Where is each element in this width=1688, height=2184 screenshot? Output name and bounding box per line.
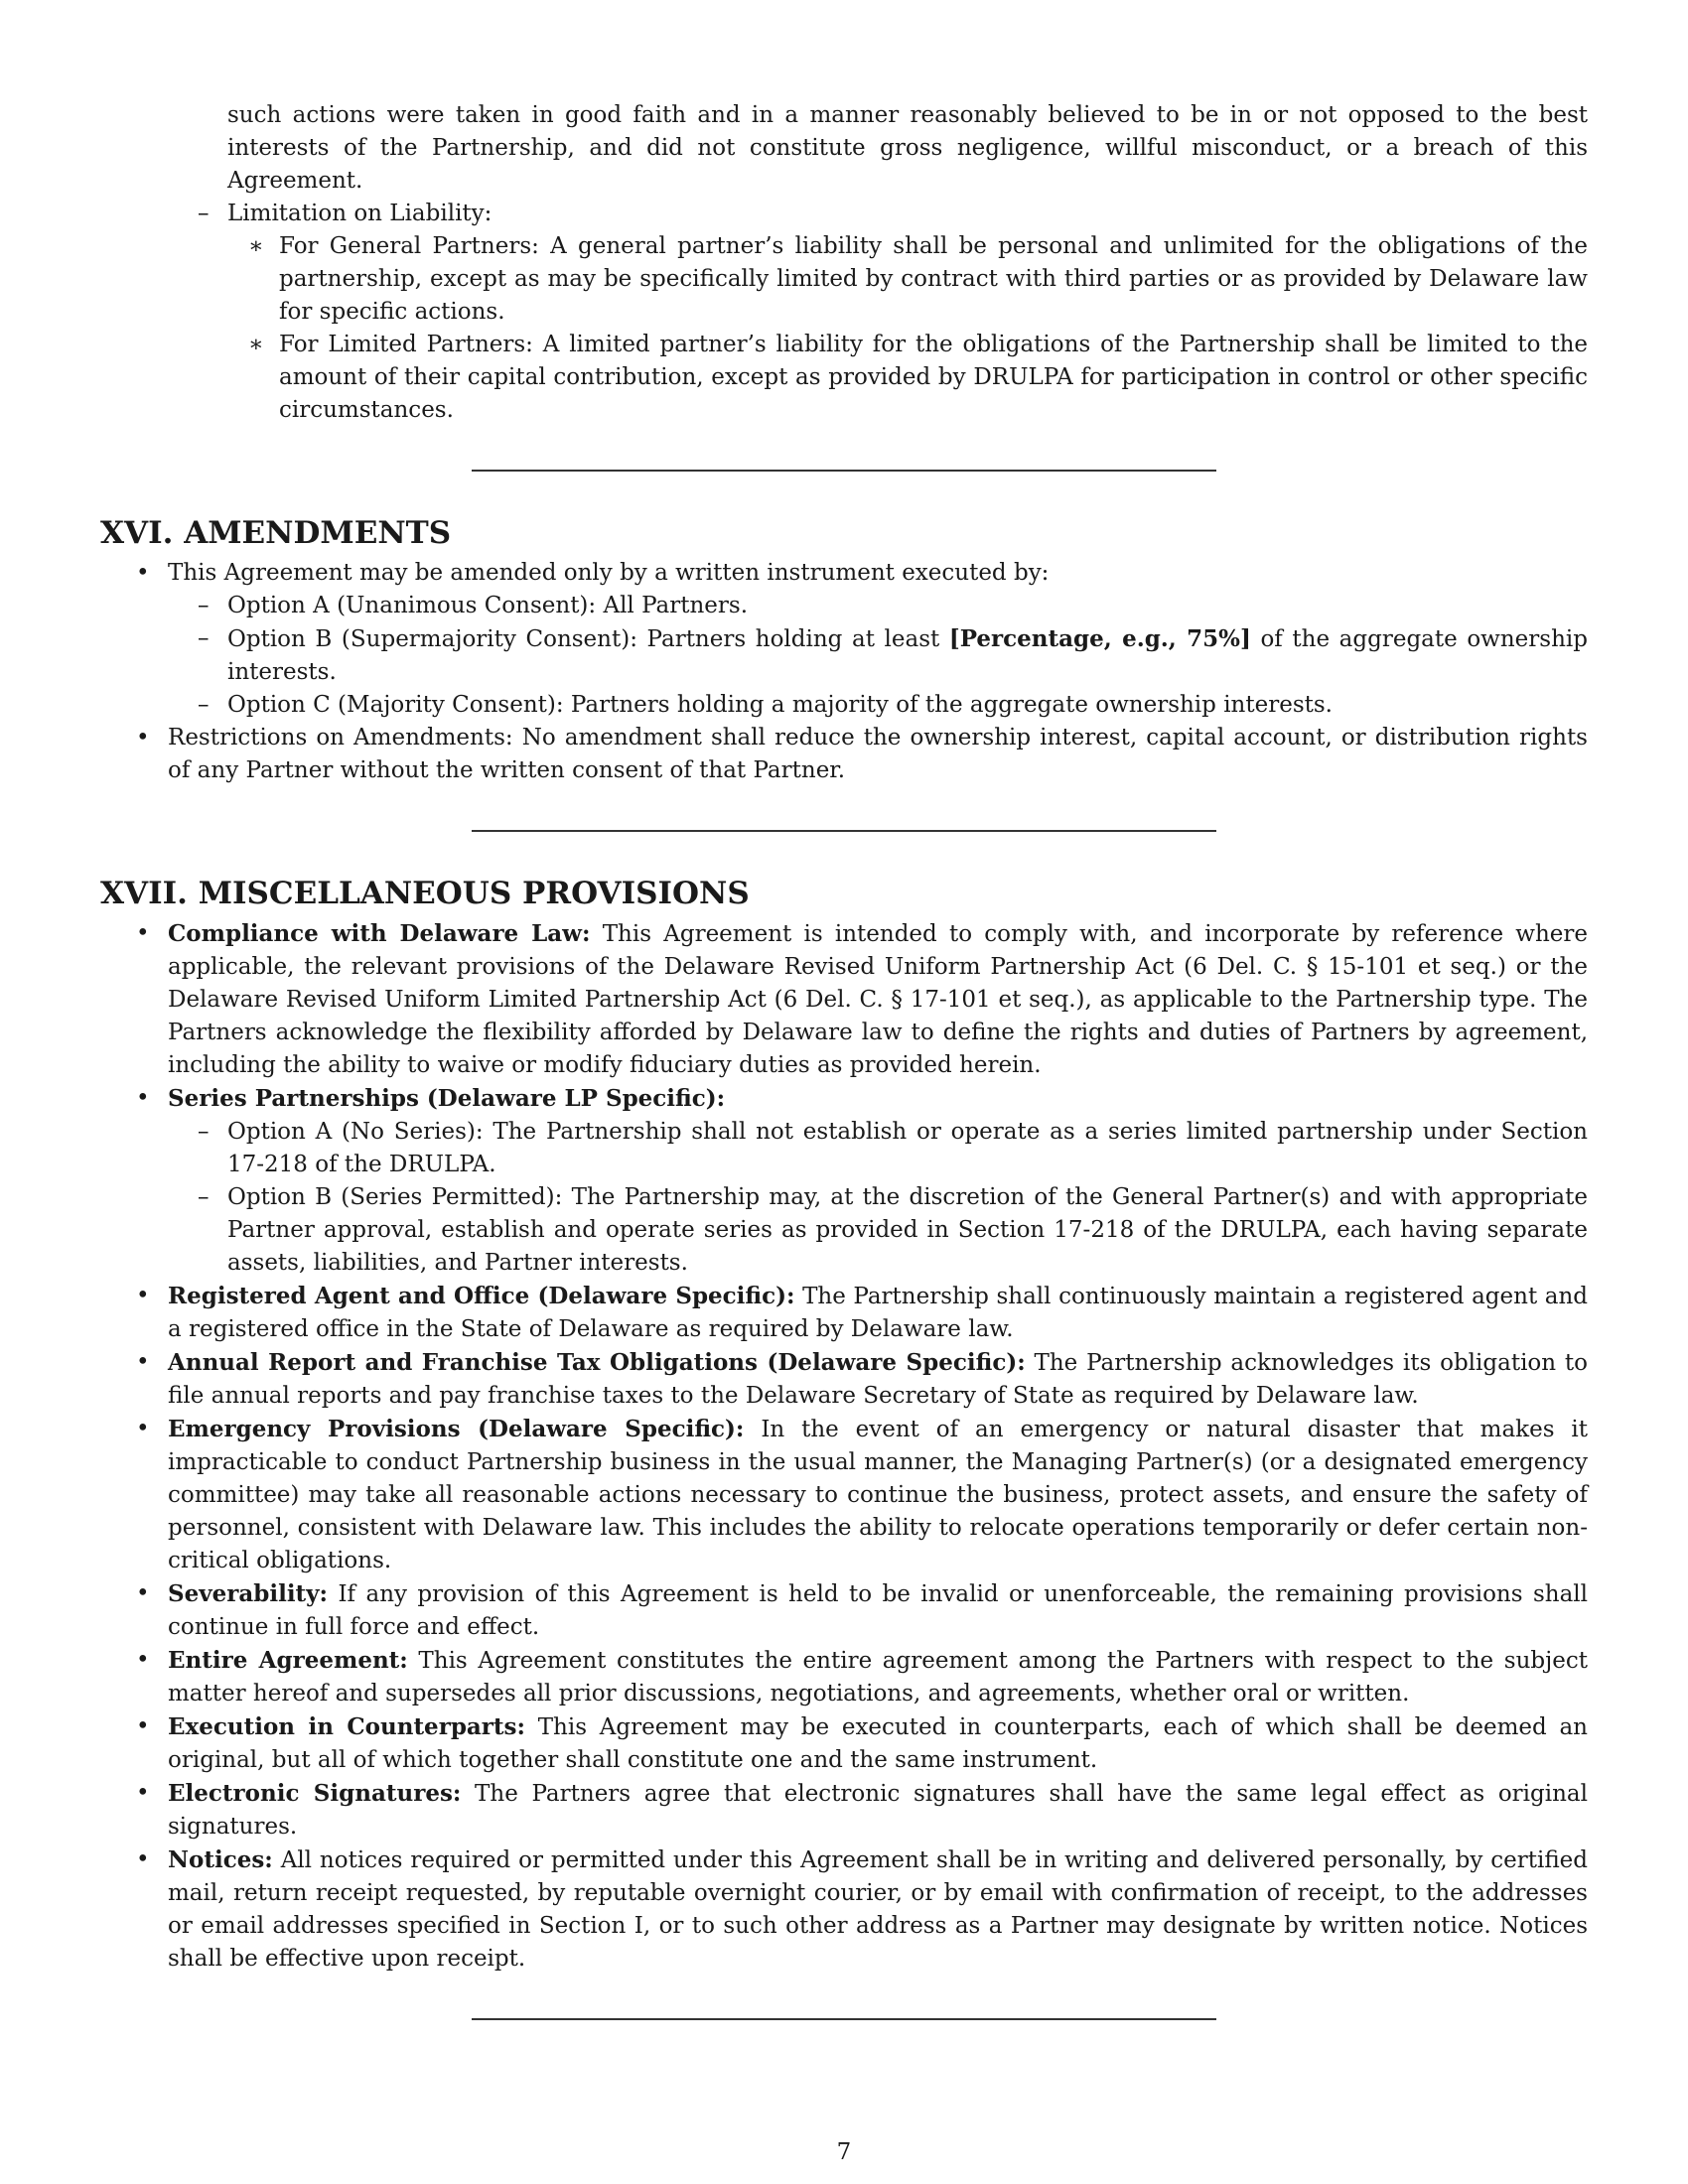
document-page [100, 99, 1588, 2020]
dash-marker: – [198, 625, 210, 651]
list-item-notices: • Notices: All notices required or permitted under this Agreement shall be in writing and delivered personally, by certified mail, return receipt requested, by reputable overnight courier, or by email with confirmation of receipt, to the addresses or email addresses specified in Section I, or to such other address as a Partner may designate by written notice. Notices shall be effective upon receipt. [100, 1843, 1588, 1976]
page-number: 7 [836, 2139, 852, 2165]
dash-marker: – [198, 692, 210, 718]
section-divider [472, 830, 1216, 832]
list-item-option-c-majority: – Option C (Majority Consent): Partners holding a majority of the aggregate ownership interests. [100, 689, 1588, 722]
list-item-amendment-intro: • This Agreement may be amended only by a written instrument executed by: [100, 557, 1588, 590]
list-item-option-a-unanimous: – Option A (Unanimous Consent): All Partners. [100, 590, 1588, 622]
list-item-entire-agreement: • Entire Agreement: This Agreement constitutes the entire agreement among the Partners with respect to the subject matter hereof and supersedes all prior discussions, negotiations, and agreements, whether oral or written. [100, 1644, 1588, 1710]
list-item-option-b-supermajority: – Option B (Supermajority Consent): Partners holding at least [Percentage, e.g., 75%] of the aggregate ownership interests. [100, 622, 1588, 689]
bullet-marker: • [136, 1085, 150, 1111]
dash-marker: – [198, 1184, 210, 1210]
section-divider [472, 470, 1216, 472]
bullet-marker: • [136, 1416, 150, 1441]
bullet-marker: • [136, 1580, 150, 1606]
bullet-marker: • [136, 725, 150, 751]
list-item-general-partners-liability: ∗ For General Partners: A general partner’s liability shall be personal and unlimited for the obligations of the partnership, except as may be specifically limited by contract with third parties or as provided by Delaware law for specific actions. [100, 230, 1588, 329]
bullet-marker: • [136, 920, 150, 946]
dash-marker: – [198, 1119, 210, 1145]
list-item-limited-partners-liability: ∗ For Limited Partners: A limited partner’s liability for the obligations of the Partnership shall be limited to the amount of their capital contribution, except as provided by DRULPA for participation in control or other specific circumstances. [100, 329, 1588, 427]
list-item-severability: • Severability: If any provision of this Agreement is held to be invalid or unenforceable, the remaining provisions shall continue in full force and effect. [100, 1577, 1588, 1644]
list-item-series-option-b: – Option B (Series Permitted): The Partnership may, at the discretion of the General Partner(s) and with appropriate Partner approval, establish and operate series as provided in Section 17-218 of the DRULPA, each having separate assets, liabilities, and Partner interests. [100, 1181, 1588, 1280]
percentage-placeholder: [Percentage, e.g., 75%] [948, 625, 1251, 652]
star-marker: ∗ [248, 233, 264, 259]
list-item-series-option-a: – Option A (No Series): The Partnership shall not establish or operate as a series limited partnership under Section 17-218 of the DRULPA. [100, 1116, 1588, 1181]
bullet-marker: • [136, 1846, 150, 1872]
list-item-electronic-signatures: • Electronic Signatures: The Partners agree that electronic signatures shall have the same legal effect as original signatures. [100, 1777, 1588, 1843]
list-item-limitation-on-liability: – Limitation on Liability: [100, 198, 1588, 230]
bullet-marker: • [136, 1647, 150, 1673]
list-item-registered-agent: • Registered Agent and Office (Delaware Specific): The Partnership shall continuously maintain a registered agent and a registered office in the State of Delaware as required by Delaware law. [100, 1280, 1588, 1346]
bullet-marker: • [136, 1283, 150, 1308]
list-item-series-partnerships: • Series Partnerships (Delaware LP Specific): [100, 1082, 1588, 1116]
section-heading-miscellaneous: XVII. MISCELLANEOUS PROVISIONS [100, 876, 750, 911]
bullet-marker: • [136, 560, 150, 586]
list-item-restrictions-on-amendments: • Restrictions on Amendments: No amendment shall reduce the ownership interest, capital account, or distribution rights of any Partner without the written consent of that Partner. [100, 722, 1588, 787]
bullet-marker: • [136, 1349, 150, 1375]
list-item-compliance: • Compliance with Delaware Law: This Agreement is intended to comply with, and incorporate by reference where applicable, the relevant provisions of the Delaware Revised Uniform Partnership Act (6 Del. C. § 15-101 et seq.) or the Delaware Revised Uniform Limited Partnership Act (6 Del. C. § 17-101 et seq.), as applicable to the Partnership type. The Partners acknowledge the flexibility afforded by Delaware law to define the rights and duties of Partners by agreement, including the ability to waive or modify fiduciary duties as provided herein. [100, 917, 1588, 1082]
bullet-marker: • [136, 1780, 150, 1806]
star-marker: ∗ [248, 332, 264, 357]
dash-marker: – [198, 593, 210, 618]
paragraph-good-faith-continuation: such actions were taken in good faith and in a manner reasonably believed to be in or not opposed to the best interests of the Partnership, and did not constitute gross negligence, willful misconduct, or a breach of this Agreement. [227, 102, 1588, 194]
list-item-emergency-provisions: • Emergency Provisions (Delaware Specific): In the event of an emergency or natural disaster that makes it impracticable to conduct Partnership business in the usual manner, the Managing Partner(s) (or a designated emergency committee) may take all reasonable actions necessary to continue the business, protect assets, and ensure the safety of personnel, consistent with Delaware law. This includes the ability to relocate operations temporarily or defer certain non-critical obligations. [100, 1413, 1588, 1577]
dash-marker: – [198, 201, 210, 226]
section-divider [472, 2018, 1216, 2020]
list-item-counterparts: • Execution in Counterparts: This Agreement may be executed in counterparts, each of which shall be deemed an original, but all of which together shall constitute one and the same instrument. [100, 1710, 1588, 1777]
section-heading-amendments: XVI. AMENDMENTS [100, 515, 452, 551]
bullet-marker: • [136, 1713, 150, 1739]
list-item-annual-report: • Annual Report and Franchise Tax Obligations (Delaware Specific): The Partnership acknowledges its obligation to file annual reports and pay franchise taxes to the Delaware Secretary of State as required by Delaware law. [100, 1346, 1588, 1413]
